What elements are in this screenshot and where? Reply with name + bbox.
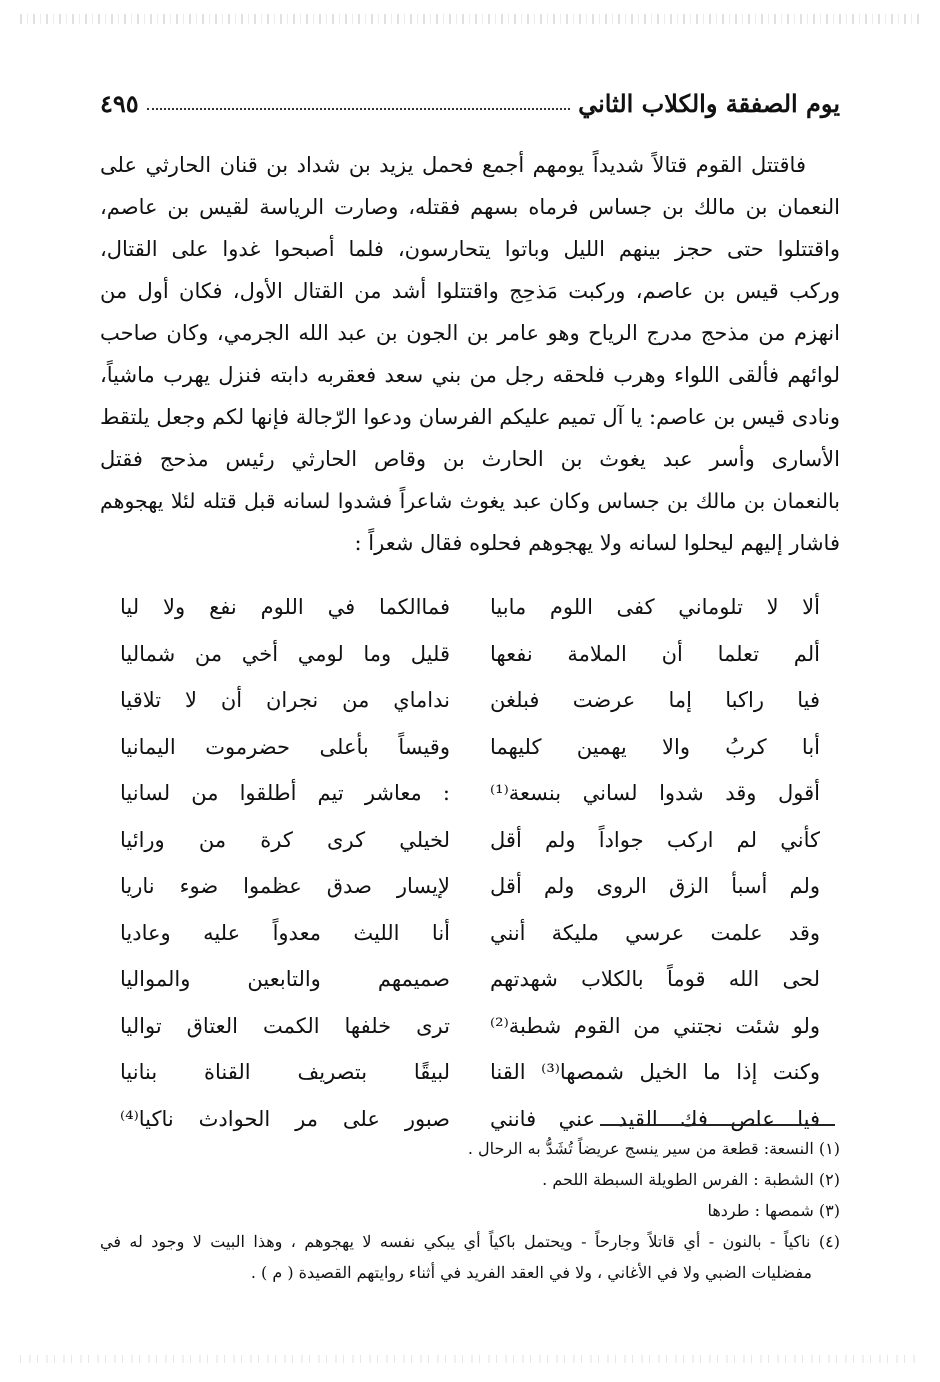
running-title: يوم الصفقة والكلاب الثاني <box>578 89 840 118</box>
prose-line: الأسارى وأسر عبد يغوث بن الحارث بن وقاص الحارثي رئيس مذحج فقتل <box>100 447 840 471</box>
prose-line: لوائهم فألقى اللواء وهرب فلحقه رجل من بني سعد فعقربه دابته فنزل يهرب ماشياً، <box>100 363 840 387</box>
prose-paragraph <box>100 144 840 564</box>
verse-second-hemistich: فماالكما في اللوم نفع ولا ليا <box>120 595 450 620</box>
verse <box>120 584 820 631</box>
page-number: ٤٩٥ <box>100 89 139 118</box>
page-header <box>100 82 840 118</box>
footnote-2: (٢) الشطبة : الفرس الطويلة السبطة اللحم . <box>542 1170 840 1189</box>
verse-second-hemistich: لخيلي كرى كرة من ورائيا <box>120 827 450 852</box>
header-dot-leader <box>147 106 570 110</box>
verse-first-hemistich: كأني لم اركب جواداً ولم أقل <box>490 827 820 852</box>
prose-line: فاقتتل القوم قتالاً شديداً يومهم أجمع فحمل يزيد بن شداد بن قنان الحارثي على <box>100 153 806 177</box>
verse-first-hemistich: فيا راكبا إما عرضت فبلغن <box>490 688 820 713</box>
verse-second-hemistich: صميمهم والتابعين والمواليا <box>120 967 450 992</box>
prose-line: انهزم من مذحج مدرج الرياح وهو عامر بن الجون بن عبد الله الجرمي، وكان صاحب <box>100 321 840 345</box>
verse <box>120 724 820 771</box>
verse <box>120 631 820 678</box>
verse-first-hemistich: ولو شئت نجتني من القوم شطبة⁽²⁾ <box>490 1013 820 1038</box>
verse-second-hemistich: لبيقًا بتصريف القناة بنانيا <box>120 1060 450 1085</box>
scan-noise-top <box>20 14 920 24</box>
verse-second-hemistich: قليل وما لومي أخي من شماليا <box>120 641 450 666</box>
verse-second-hemistich: ترى خلفها الكمت العتاق تواليا <box>120 1013 450 1038</box>
verse-first-hemistich: لحى الله قوماً بالكلاب شهدتهم <box>490 967 820 992</box>
verse <box>120 677 820 724</box>
poem <box>120 584 820 1142</box>
prose-line: بالنعمان بن مالك بن جساس وكان عبد يغوث شاعراً فشدوا لسانه قبل قتله لئلا يهجوهم <box>100 489 840 513</box>
footnote-divider <box>600 1124 835 1126</box>
verse <box>120 770 820 817</box>
verse <box>120 817 820 864</box>
verse-first-hemistich: وقد علمت عرسي مليكة أنني <box>490 920 820 945</box>
prose-line: فاشار إليهم ليحلوا لسانه ولا يهجوهم فحلوه فقال شعراً : <box>354 531 840 555</box>
verse-first-hemistich: ألم تعلما أن الملامة نفعها <box>490 641 820 666</box>
footnotes <box>100 1133 840 1288</box>
footnote-3: (٣) شمصها : طردها <box>707 1201 840 1220</box>
verse <box>120 863 820 910</box>
verse-second-hemistich: أنا الليث معدواً عليه وعاديا <box>120 920 450 945</box>
verse <box>120 1049 820 1096</box>
prose-line: النعمان بن مالك بن جساس فرماه بسهم فقتله، وصارت الرياسة لقيس بن عاصم، <box>100 195 840 219</box>
verse-first-hemistich: أقول وقد شدوا لساني بنسعة⁽¹⁾ <box>490 781 820 806</box>
prose-line: ونادى قيس بن عاصم: يا آل تميم عليكم الفرسان ودعوا الرّجالة فإنها لكم وجعل يلتقط <box>99 405 840 429</box>
prose-line: واقتتلوا حتى حجز بينهم الليل وباتوا يتحارسون، فلما أصبحوا غدوا على القتال، <box>100 237 840 261</box>
prose-line: وركب قيس بن عاصم، وركبت مَذحِج واقتتلوا أشد من القتال الأول، فكان أول من <box>100 279 840 303</box>
footnote-1: (١) النسعة: قطعة من سير ينسج عريضاً تُشَدُّ به الرحال . <box>467 1139 840 1158</box>
verse-first-hemistich: أبا كربُ والا يهمين كليهما <box>490 734 820 759</box>
footnote-4-continuation: مفضليات الضبي ولا في الأغاني ، ولا في العقد الفريد في أثناء روايتهم القصيدة ( م ) . <box>250 1263 812 1282</box>
verse-second-hemistich: : معاشر تيم أطلقوا من لسانيا <box>120 781 450 806</box>
footnote-4: (٤) ناكياً - بالنون - أي قاتلاً وجارحاً - ويحتمل باكياً أي يبكي نفسه لا يهجوهم ، وهذا البيت لا وجود له في <box>100 1232 840 1251</box>
verse <box>120 1003 820 1050</box>
verse-second-hemistich: لإيسار صدق عظموا ضوء ناريا <box>120 874 450 899</box>
scan-noise-bottom <box>20 1355 920 1363</box>
verse-second-hemistich: صبور على مر الحوادث ناكيا⁽⁴⁾ <box>120 1106 450 1131</box>
verse-first-hemistich: وكنت إذا ما الخيل شمصها⁽³⁾ القنا <box>490 1060 820 1085</box>
verse-first-hemistich: ألا لا تلوماني كفى اللوم مابيا <box>490 595 820 620</box>
verse-first-hemistich: فيا عاص فك القيد عني فانني <box>490 1106 820 1131</box>
verse <box>120 910 820 957</box>
verse-first-hemistich: ولم أسبأ الزق الروى ولم أقل <box>490 874 820 899</box>
verse-second-hemistich: نداماي من نجران أن لا تلاقيا <box>120 688 450 713</box>
verse-second-hemistich: وقيساً بأعلى حضرموت اليمانيا <box>120 734 450 759</box>
verse <box>120 956 820 1003</box>
